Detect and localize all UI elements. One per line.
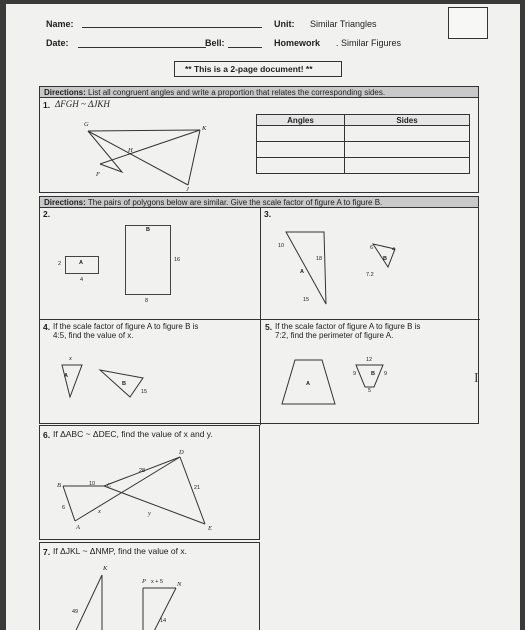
p5-top: 12 xyxy=(366,357,373,363)
sides-cell[interactable] xyxy=(345,142,470,158)
p3-a-side3: 15 xyxy=(303,297,310,303)
name-field[interactable] xyxy=(82,18,262,28)
p5-trapezoids xyxy=(40,197,480,425)
problem-5-line1: If the scale factor of figure A to figure B is xyxy=(275,322,421,331)
angles-header: Angles xyxy=(257,115,345,126)
problem-7-statement: If ΔJKL ~ ΔNMP, find the value of x. xyxy=(53,546,187,556)
notice-text: ** This is a 2-page document! ** xyxy=(185,64,313,74)
vertex-k: K xyxy=(202,125,207,132)
p6-vertex-e: E xyxy=(208,525,212,532)
problem-1-number: 1. xyxy=(43,100,51,110)
angles-cell[interactable] xyxy=(257,126,345,142)
homework-value: . Similar Figures xyxy=(336,38,402,48)
p7-diagram xyxy=(40,543,261,630)
p6-vertex-d: D xyxy=(179,449,184,456)
homework-label: Homework xyxy=(274,38,321,48)
p3-figure-a-label: A xyxy=(300,269,304,275)
directions-1-label: Directions: xyxy=(44,88,86,97)
p6-ab: 6 xyxy=(62,505,66,511)
unit-value: Similar Triangles xyxy=(310,19,377,29)
p6-bc: 10 xyxy=(89,481,96,487)
p5-bottom: 5 xyxy=(368,388,372,394)
sides-header: Sides xyxy=(345,115,470,126)
p2-b-right: 16 xyxy=(174,257,181,263)
p4-figure-b-label: B xyxy=(122,381,126,387)
p2-a-left: 2 xyxy=(58,261,62,267)
sides-cell[interactable] xyxy=(345,158,470,174)
p4-side-b: 15 xyxy=(141,389,148,395)
vertex-j: J xyxy=(186,186,189,193)
problem-7-number: 7. xyxy=(43,547,51,557)
section-1 xyxy=(39,86,479,193)
p2-a-bottom: 4 xyxy=(80,277,84,283)
problem-1-statement: ΔFGH ~ ΔJKH xyxy=(55,99,110,109)
p7-right-side: 14 xyxy=(160,618,167,624)
problem-6-box xyxy=(39,425,260,540)
p5-figure-b-label: B xyxy=(371,371,375,377)
p7-vertex-p: P xyxy=(142,578,146,585)
unit-label: Unit: xyxy=(274,19,295,29)
directions-2-text: The pairs of polygons below are similar. Give the scale factor of figure A to figure B. xyxy=(87,198,383,207)
directions-1-text: List all congruent angles and write a proportion that relates the corresponding sides. xyxy=(88,88,386,97)
sides-cell[interactable] xyxy=(345,126,470,142)
directions-2-label: Directions: xyxy=(44,198,86,207)
p3-b-side1: 6 xyxy=(370,245,374,251)
bell-label: Bell: xyxy=(205,38,225,48)
problem-5-number: 5. xyxy=(265,322,273,332)
problem-7-box xyxy=(39,542,260,630)
p5-left: 9 xyxy=(353,371,357,377)
p6-vertex-b: B xyxy=(57,482,61,489)
p7-top-expr: x + 5 xyxy=(151,579,164,585)
p4-figure-a-label: A xyxy=(64,373,68,379)
worksheet-page xyxy=(6,4,520,630)
p4-x-label: x xyxy=(69,355,72,362)
problem-6-statement: If ΔABC ~ ΔDEC, find the value of x and y. xyxy=(53,429,213,439)
p5-right: 9 xyxy=(384,371,388,377)
p2-figure-b-label: B xyxy=(146,227,150,233)
p6-y: y xyxy=(148,510,151,517)
p6-x: x xyxy=(98,508,101,515)
p7-vertex-n: N xyxy=(177,581,182,588)
p6-vertex-c: C xyxy=(107,482,112,489)
problem-4-line2: 4:5, find the value of x. xyxy=(53,331,134,340)
p7-vertex-k: K xyxy=(103,565,108,572)
angles-sides-table xyxy=(256,114,470,174)
p3-a-side1: 10 xyxy=(278,243,285,249)
date-label: Date: xyxy=(46,38,69,48)
bell-field[interactable] xyxy=(228,38,262,48)
p7-left-side: 49 xyxy=(72,609,79,615)
vertex-h: H xyxy=(128,147,133,154)
angles-cell[interactable] xyxy=(257,142,345,158)
notice-box xyxy=(174,61,342,77)
p5-figure-a-label: A xyxy=(306,381,310,387)
p6-diagram xyxy=(40,426,261,541)
problem-5-line2: 7:2, find the perimeter of figure A. xyxy=(275,331,394,340)
p3-a-side2: 18 xyxy=(316,256,323,262)
problem-6-number: 6. xyxy=(43,430,51,440)
section-2 xyxy=(39,196,479,424)
problem-4-number: 4. xyxy=(43,322,51,332)
p6-cd: 28 xyxy=(139,468,146,474)
problem-2-number: 2. xyxy=(43,209,51,219)
date-field[interactable] xyxy=(78,38,206,48)
text-cursor: I xyxy=(474,371,479,386)
vertex-g: G xyxy=(84,121,89,128)
p6-de: 21 xyxy=(194,485,201,491)
p2-figure-a-label: A xyxy=(79,260,83,266)
problem-3-number: 3. xyxy=(264,209,272,219)
p3-b-side2: 4 xyxy=(392,247,396,253)
vertex-f: F xyxy=(96,171,100,178)
p3-b-side3: 7.2 xyxy=(366,272,374,278)
p6-vertex-a: A xyxy=(76,524,80,531)
p2-b-bottom: 8 xyxy=(145,298,149,304)
name-label: Name: xyxy=(46,19,74,29)
p3-figure-b-label: B xyxy=(383,256,387,262)
problem-4-line1: If the scale factor of figure A to figure B is xyxy=(53,322,199,331)
angles-cell[interactable] xyxy=(257,158,345,174)
score-box xyxy=(448,7,488,39)
